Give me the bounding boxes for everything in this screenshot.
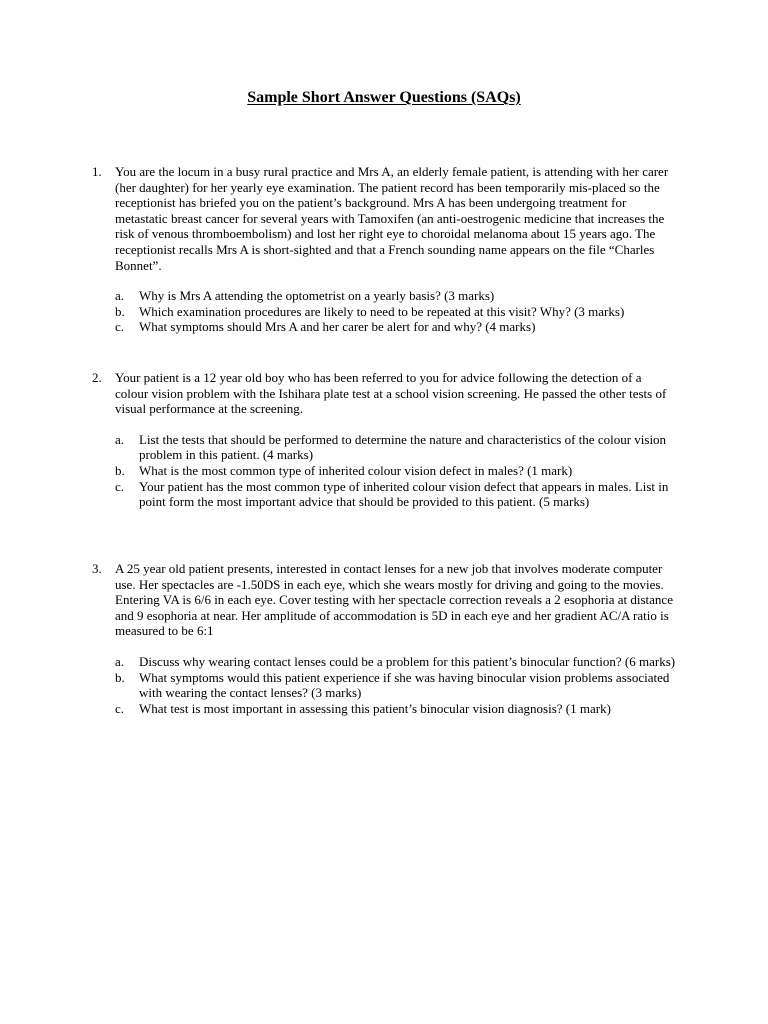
question-1-number: 1. <box>92 164 102 179</box>
document-title <box>0 88 768 108</box>
part-letter: a. <box>115 653 125 669</box>
part-letter: a. <box>115 288 125 304</box>
question-1-part-a <box>115 288 676 304</box>
part-letter: c. <box>115 319 125 335</box>
part-letter: b. <box>115 669 125 685</box>
question-1-part-b <box>115 304 676 320</box>
part-text: What test is most important in assessing this patient’s binocular vision diagnosis? (1 mark) <box>139 700 611 716</box>
question-3-part-b <box>115 670 676 701</box>
question-2-number: 2. <box>92 370 102 385</box>
question-2-parts <box>92 432 676 510</box>
part-text: What is the most common type of inherited colour vision defect in males? (1 mark) <box>139 462 573 478</box>
question-3 <box>92 561 676 716</box>
part-text: Why is Mrs A attending the optometrist on a yearly basis? (3 marks) <box>139 288 495 304</box>
part-text: What symptoms should Mrs A and her carer be alert for and why? (4 marks) <box>139 319 536 335</box>
question-3-parts <box>92 654 676 716</box>
part-text: Which examination procedures are likely to need to be repeated at this visit? Why? (3 marks) <box>139 303 625 319</box>
question-3-number: 3. <box>92 561 102 576</box>
question-3-stem <box>92 561 676 639</box>
question-3-text: A 25 year old patient presents, interested in contact lenses for a new job that involves moderate computer use. Her spectacles are -1.50DS in each eye, which she wears mostly for driving and going to the movies. Entering VA is 6/6 in each eye. Cover testing with her spectacle correction reveals a 2 esophoria at distance and 9 esophoria at near. Her amplitude of accommodation is 5D in each eye and her gradient AC/A ratio is measured to be 6:1 <box>115 561 673 639</box>
question-1-part-c <box>115 319 676 335</box>
part-text: List the tests that should be performed to determine the nature and characteristics of the colour vision problem in this patient. (4 marks) <box>139 431 667 463</box>
question-1-text: You are the locum in a busy rural practice and Mrs A, an elderly female patient, is attending with her carer (her daughter) for her yearly eye examination. The patient record has been temporarily mis-placed so the receptionist has briefed you on the patient’s background. Mrs A has been undergoing treatment for metastatic breast cancer for several years with Tamoxifen (an anti-oestrogenic medicine that increases the risk of venous thromboembolism) and lost her right eye to choroidal melanoma about 15 years ago. The receptionist recalls Mrs A is short-sighted and that a French sounding name appears on the file “Charles Bonnet”. <box>115 164 669 273</box>
question-1-parts <box>92 288 676 335</box>
question-3-part-a <box>115 654 676 670</box>
part-letter: c. <box>115 478 125 494</box>
part-letter: b. <box>115 303 125 319</box>
question-1-stem <box>92 164 676 273</box>
part-text: What symptoms would this patient experience if she was having binocular vision problems associated with wearing the contact lenses? (3 marks) <box>139 669 670 701</box>
question-2-part-a <box>115 432 676 463</box>
question-3-part-c <box>115 701 676 717</box>
question-2 <box>92 370 676 510</box>
part-letter: a. <box>115 431 125 447</box>
part-text: Discuss why wearing contact lenses could be a problem for this patient’s binocular function? (6 marks) <box>139 653 676 669</box>
question-2-part-b <box>115 463 676 479</box>
part-letter: c. <box>115 700 125 716</box>
question-1 <box>92 164 676 335</box>
document-title-text: Sample Short Answer Questions (SAQs) <box>247 89 521 106</box>
question-2-part-c <box>115 479 676 510</box>
question-2-text: Your patient is a 12 year old boy who has been referred to you for advice following the detection of a colour vision problem with the Ishihara plate test at a school vision screening. He passed the other tests of visual performance at the screening. <box>115 370 667 417</box>
part-text: Your patient has the most common type of inherited colour vision defect that appears in males. List in point form the most important advice that should be provided to this patient. (5 marks) <box>139 478 669 510</box>
part-letter: b. <box>115 462 125 478</box>
question-2-stem <box>92 370 676 417</box>
